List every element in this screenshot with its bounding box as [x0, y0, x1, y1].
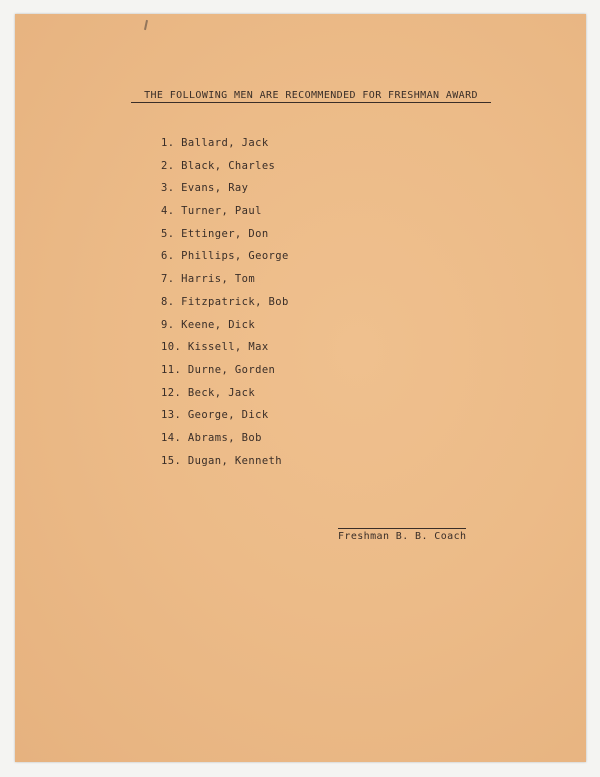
- recommendation-list: [161, 136, 289, 476]
- document-title: THE FOLLOWING MEN ARE RECOMMENDED FOR FRESHMAN AWARD: [131, 90, 491, 103]
- list-item: 13. George, Dick: [161, 409, 269, 422]
- list-item: 5. Ettinger, Don: [161, 227, 269, 240]
- paper-mark: [144, 20, 148, 30]
- list-item: 11. Durne, Gorden: [161, 363, 276, 376]
- list-item: 14. Abrams, Bob: [161, 431, 262, 444]
- list-item: 10. Kissell, Max: [161, 341, 269, 354]
- list-item: 12. Beck, Jack: [161, 386, 256, 399]
- list-item: 4. Turner, Paul: [161, 205, 262, 218]
- signature-line: Freshman B. B. Coach: [338, 528, 466, 542]
- list-item: 2. Black, Charles: [161, 159, 276, 172]
- list-item: 7. Harris, Tom: [161, 273, 256, 286]
- list-item: 9. Keene, Dick: [161, 318, 256, 331]
- list-item: 8. Fitzpatrick, Bob: [161, 295, 289, 308]
- list-item: 3. Evans, Ray: [161, 182, 249, 195]
- document-page: [15, 14, 586, 762]
- list-item: 15. Dugan, Kenneth: [161, 454, 282, 467]
- list-item: 6. Phillips, George: [161, 250, 289, 263]
- list-item: 1. Ballard, Jack: [161, 137, 269, 149]
